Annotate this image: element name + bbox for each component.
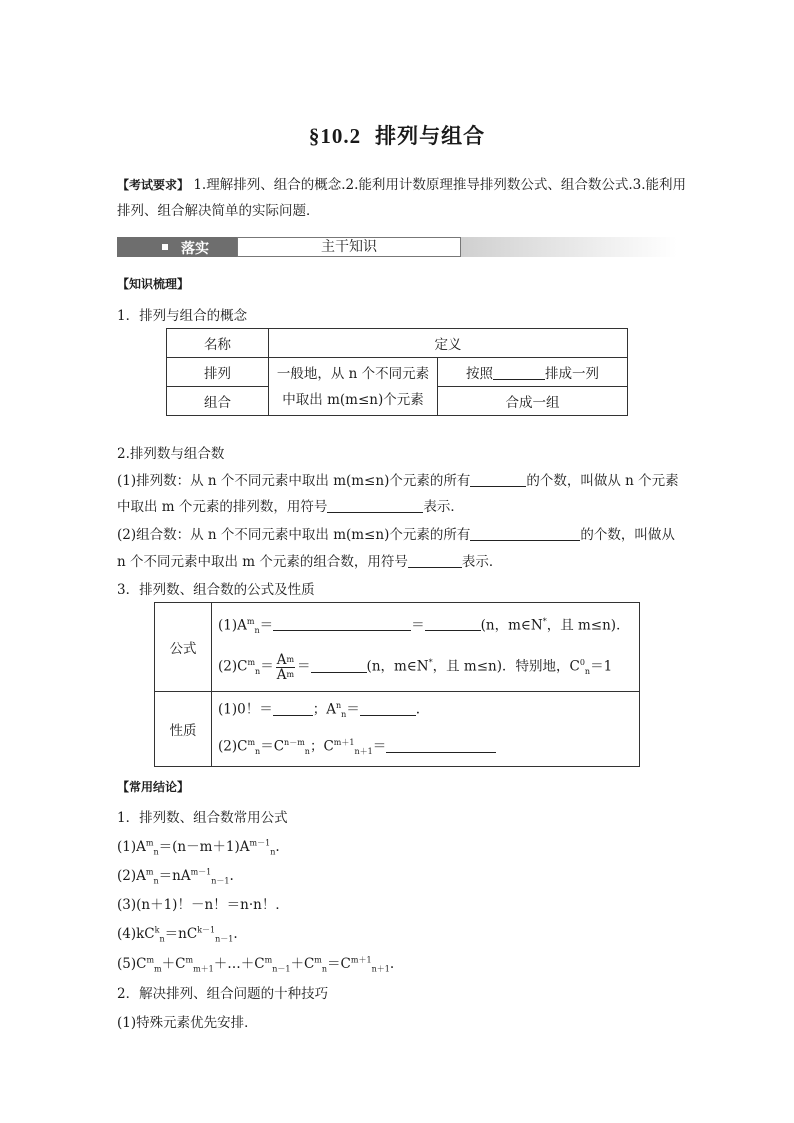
c4-b: ＝nC — [164, 926, 198, 942]
c5-c: ＋…＋C — [213, 956, 265, 972]
row-combination-name: 组合 — [167, 387, 269, 416]
conclusions-item-1: 1．排列数、组合数常用公式 — [117, 810, 288, 826]
blank-perm-all — [470, 473, 526, 487]
c5-sub3: n－1 — [272, 964, 291, 974]
c4-a: (4)kC — [117, 926, 155, 942]
c2-sub-n: n — [153, 876, 159, 886]
f1-a: (1)A — [218, 617, 247, 634]
blank-order — [493, 366, 545, 380]
blank-pascal — [386, 739, 496, 753]
formula-cell — [212, 603, 640, 692]
c5-sup2: m — [185, 955, 194, 965]
f2-sup0: 0 — [579, 658, 585, 667]
c5-sup3: m — [264, 955, 273, 965]
p1-sup: n — [335, 701, 342, 710]
blank-comb-factorial — [311, 659, 367, 673]
conclusion-5: $(5)C^m_m+C^m_{m+1}+\dots+C^m_{n-1}+C^m_n=C^{m+1}_{n+1}$. — [117, 955, 395, 974]
banner-right-label: 主干知识 — [237, 237, 461, 257]
c2-sup: m－1 — [190, 867, 212, 877]
knowledge-item-1: 1．排列与组合的概念 — [117, 308, 248, 324]
f2-num-sup: m — [286, 654, 295, 664]
p2-c: ；C — [309, 738, 334, 755]
perm-number-text-c: 中取出 m 个元素的排列数，用符号 — [117, 499, 328, 515]
p2-sup: n－m — [284, 738, 305, 748]
property-cell — [212, 692, 640, 767]
comb-number-text-c: n 个不同元素中取出 m 个元素的组合数，用符号 — [117, 554, 408, 570]
conclusion-2: $(2)A^m_n=nA^{m-1}_{n-1}$. — [117, 867, 234, 886]
c5-a: (5)C — [117, 956, 147, 972]
perm-def-prefix: 按照 — [466, 366, 493, 382]
p2-sub-n: n — [255, 747, 261, 757]
c1-a: (1)A — [117, 839, 146, 855]
knowledge-item-3: 3．排列数、组合数的公式及性质 — [117, 582, 315, 598]
knowledge-item-2: 2.排列数与组合数 — [117, 446, 225, 462]
blank-perm-symbol — [327, 499, 423, 513]
p1-a: (1)0！＝ — [218, 701, 273, 718]
f2-eq: ＝ — [297, 658, 311, 675]
exam-requirements — [117, 172, 687, 224]
c1-sup: m－1 — [249, 838, 271, 848]
concept-table — [166, 328, 628, 416]
comb-number-text-d: 表示． — [461, 554, 503, 570]
f2-cond: (n，m∈N — [366, 658, 429, 675]
comb-number-text-a: (2)组合数：从 n 个不同元素中取出 m(m≤n)个元素的所有 — [117, 527, 471, 543]
p1-b: ；A — [312, 701, 336, 718]
c2-a: (2)A — [117, 868, 146, 884]
common-definition-line2: 中取出 m(m≤n)个元素 — [282, 391, 424, 408]
f2-star: * — [428, 658, 433, 667]
blank-perm-factorial — [425, 617, 481, 631]
p2-sub: n — [304, 747, 310, 757]
p2-eq: ＝ — [372, 738, 387, 755]
f1-star: * — [542, 616, 547, 626]
property-line-1: (1)0！＝ ；$A^n_n=$ . — [218, 701, 421, 720]
row-permutation-name: 排列 — [167, 358, 269, 387]
property-line-2 — [218, 729, 639, 766]
f1-cond-end: ，且 m≤n)． — [546, 617, 630, 634]
f2-den: A — [276, 666, 287, 683]
conclusions-item-2: 2．解决排列、组合问题的十种技巧 — [117, 986, 329, 1002]
perm-number-text-a: (1)排列数：从 n 个不同元素中取出 m(m≤n)个元素的所有 — [117, 473, 471, 489]
c5-b: ＋C — [161, 956, 186, 972]
c1-sub-n: n — [153, 847, 159, 857]
perm-def-suffix: 排成一列 — [545, 366, 599, 382]
requirements-label: 【考试要求】 — [117, 178, 190, 192]
c2-b: ＝nA — [158, 868, 191, 884]
p2-sub2: n＋1 — [354, 747, 373, 757]
c2-sup-m: m — [145, 867, 154, 877]
section-number: §10.2 — [308, 124, 362, 148]
c5-sub4: n — [321, 964, 328, 974]
blank-comb-symbol — [408, 554, 462, 568]
f2-num: A — [276, 651, 287, 668]
knowledge-label: 【知识梳理】 — [117, 277, 190, 291]
c5-sub2: m＋1 — [193, 964, 214, 974]
row-permutation-definition — [438, 358, 628, 387]
conclusion-1: $(1)A^m_n=(n-m+1)A^{m-1}_n$. — [117, 838, 280, 857]
c1-sup-m: m — [145, 838, 154, 848]
blank-zero-factorial — [273, 702, 313, 716]
f2-result: ＝1 — [590, 658, 613, 675]
c4-sup-k: k — [154, 925, 160, 935]
common-definition-line1: 一般地，从 n 个不同元素 — [276, 365, 430, 382]
c2-sub: n－1 — [211, 876, 230, 886]
f2-cond-end: ，且 m≤n)．特别地，C — [432, 658, 580, 675]
f1-sup: m — [246, 616, 255, 626]
conclusion-3: (3)(n＋1)！－n！＝n·n！． — [117, 897, 289, 913]
conclusions-label: 【常用结论】 — [117, 780, 190, 794]
perm-number-line1 — [117, 469, 679, 489]
c5-sup5: m＋1 — [350, 955, 372, 965]
c5-sub5: n＋1 — [371, 964, 390, 974]
p1-eq: ＝ — [346, 701, 360, 718]
c5-d: ＋C — [290, 956, 315, 972]
blank-full-perm — [360, 702, 416, 716]
p2-sup-m: m — [247, 738, 256, 748]
banner-dark-block — [117, 237, 237, 257]
c5-e: ＝C — [327, 956, 351, 972]
f1-eq2: ＝ — [411, 617, 425, 634]
formula-label: 公式 — [155, 603, 212, 692]
f2-sub: n — [255, 667, 261, 677]
p2-b: ＝C — [260, 738, 285, 755]
perm-number-text-b: 的个数，叫做从 n 个元素 — [526, 473, 679, 489]
f1-eq1: ＝ — [259, 617, 274, 634]
property-label: 性质 — [155, 692, 212, 767]
requirements-text: 1.理解排列、组合的概念.2.能利用计数原理推导排列数公式、组合数公式.3.能利用排列、组合解决简单的实际问题． — [117, 177, 687, 219]
f2-fraction — [276, 653, 295, 682]
perm-number-line2 — [117, 495, 464, 515]
f2-sub0: n — [584, 667, 591, 677]
perm-number-text-d: 表示． — [423, 499, 464, 515]
comb-number-line2 — [117, 550, 502, 570]
square-bullet-icon — [162, 244, 168, 250]
c5-sup1: m — [146, 955, 155, 965]
c1-sub: n — [270, 847, 276, 857]
row-combination-definition: 合成一组 — [438, 387, 628, 416]
table-head-definition: 定义 — [269, 329, 628, 358]
common-definition — [269, 358, 438, 416]
f1-cond: (n，m∈N — [480, 617, 543, 634]
c5-sub1: m — [154, 964, 162, 974]
c4-sub-n: n — [159, 934, 165, 944]
c4-sub: n－1 — [215, 934, 234, 944]
blank-comb-all — [470, 527, 580, 541]
technique-1: (1)特殊元素优先安排． — [117, 1015, 258, 1031]
banner-left-label: 落实 — [181, 241, 209, 257]
table-head-name: 名称 — [167, 329, 269, 358]
p1-sub: n — [341, 710, 347, 720]
formula-line-1 — [218, 606, 639, 647]
f1-sub: n — [254, 626, 260, 635]
f2-sup: m — [247, 658, 256, 667]
formula-table — [154, 602, 640, 767]
f2-a: (2)C — [218, 658, 248, 675]
f2-den-sup: m — [286, 669, 295, 679]
conclusion-4: $(4)kC^k_n=nC^{k-1}_{n-1}$. — [117, 925, 238, 944]
section-banner — [117, 237, 677, 257]
section-title: 排列与组合 — [375, 124, 486, 148]
blank-perm-product — [273, 617, 411, 631]
formula-line-2: $(2)C^m_n=$ $\frac{A^m}{A^m}$ ＝ (n，m∈N*，且 m≤n)．特别地，$C^0_n=1$ — [218, 651, 613, 683]
c1-b: ＝(n－m＋1)A — [158, 839, 250, 855]
c4-sup: k－1 — [197, 925, 216, 935]
comb-number-line1 — [117, 523, 675, 543]
c5-sup4: m — [314, 955, 322, 965]
p2-a: (2)C — [218, 738, 248, 755]
p2-sup2: m＋1 — [333, 738, 355, 748]
comb-number-text-b: 的个数，叫做从 — [580, 527, 675, 543]
page-title — [0, 120, 794, 150]
